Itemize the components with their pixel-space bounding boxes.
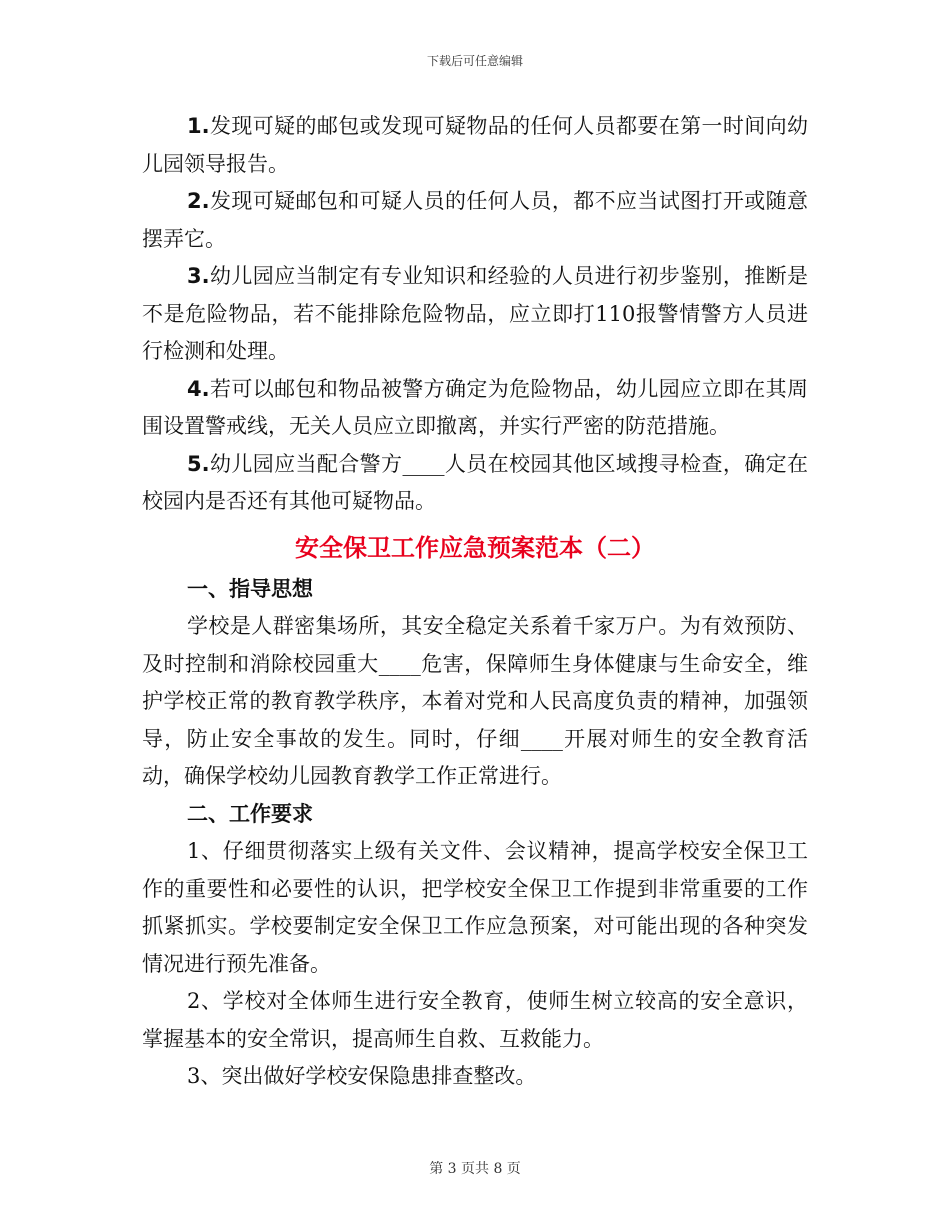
item-text: 幼儿园应当制定有专业知识和经验的人员进行初步鉴别，推断是不是危险物品，若不能排除危险物品，应立即打110报警情警方人员进行检测和处理。 [142,264,808,363]
heading-work-requirements: 二、工作要求 [187,801,313,826]
page-header: 下载后可任意编辑 [426,54,523,68]
item-text: 若可以邮包和物品被警方确定为危险物品，幼儿园应立即在其周围设置警戒线，无关人员应立即撤离，并实行严密的防范措施。 [142,376,808,438]
list-item [142,371,808,446]
requirement-item: 3、突出做好学校安保隐患排查整改。 [187,1064,537,1088]
section-title: 安全保卫工作应急预案范本（二） [295,533,655,562]
heading-guiding-thought: 一、指导思想 [187,576,313,601]
item-text: 幼儿园应当配合警方____人员在校园其他区域搜寻检查，确定在校园内是否还有其他可疑物品。 [142,451,808,513]
list-item [142,446,808,521]
page-footer: 第 3 页共 8 页 [429,1161,521,1177]
item-text: 发现可疑邮包和可疑人员的任何人员，都不应当试图打开或随意摆弄它。 [142,189,808,251]
item-number: 5. [187,451,210,476]
list-item [142,258,808,371]
item-number: 1. [187,114,210,138]
requirement-item: 2、学校对全体师生进行安全教育，使师生树立较高的安全意识，掌握基本的安全常识，提高师生自救、互救能力。 [142,989,808,1051]
list-item [142,183,808,258]
item-number: 2. [187,189,210,213]
document-body [142,108,808,1096]
paragraph: 学校是人群密集场所，其安全稳定关系着千家万户。为有效预防、及时控制和消除校园重大____危害，保障师生身体健康与生命安全，维护学校正常的教育教学秩序，本着对党和人民高度负责的精神，加强领导，防止安全事故的发生。同时，仔细____开展对师生的安全教育活动，确保学校幼儿园教育教学工作正常进行。 [142,614,808,788]
list-item [142,108,808,183]
item-number: 4. [187,376,210,401]
item-text: 发现可疑的邮包或发现可疑物品的任何人员都要在第一时间向幼儿园领导报告。 [142,114,808,176]
item-number: 3. [187,264,210,288]
requirement-item: 1、仔细贯彻落实上级有关文件、会议精神，提高学校安全保卫工作的重要性和必要性的认识，把学校安全保卫工作提到非常重要的工作抓紧抓实。学校要制定安全保卫工作应急预案，对可能出现的各种突发情况进行预先准备。 [142,839,808,976]
